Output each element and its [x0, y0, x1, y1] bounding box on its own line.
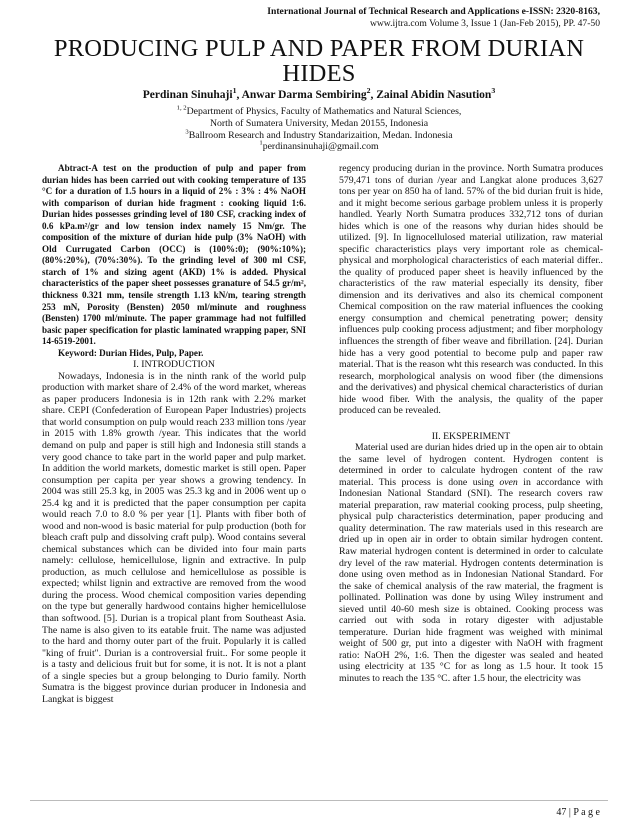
affiliation-line: $^{1, 2}$Department of Physics, Faculty of Mathematics and Natural Sciences,	[176, 104, 462, 117]
experiment-text-oven: oven	[499, 476, 518, 488]
paper-title: PRODUCING PULP AND PAPER FROM DURIAN HIDES	[53, 35, 585, 87]
experiment-text-b: in accordance with Indonesian National Standard (SNI). The research covers raw material preparation, raw material cooking process, pulp sheeting, physical pulp characteristics determination, paper producing and quality determination. The raw materials used in this research are dried up in open air in order to obtain similar hydrogen content. Raw material hydrogen content is determined in order to calculate dry level of the raw material. Hydrogen contents determination is done using oven method as in Indonesian National Standard. For the sake of chemical analysis of the raw material, the fragment is pollinated. Pollination was done by using Wiley instrument and sieved until 40-60 mesh size is obtained. Cooking process was carried out with soda in rotary digester with adjustable temperature. Durian hide fragment was weighed with minimal weight of 500 gr, put into a digester with NaOH with fragment ratio: NaOH 2%, 1:6. Then the digester was sealed and heated using electricity at 135 °C for as long as 1.5 hour. It took 15 minutes to reach the 135 °C. after 1.5 hour, the electricity was	[339, 476, 603, 684]
journal-header	[267, 6, 600, 30]
affiliation-line: $^3$Ballroom Research and Industry Standarizaition, Medan. Indonesia	[185, 128, 453, 141]
experiment-text-a: Material used are durian hides dried up in the open air to obtain the same level of hydrogen content. Hydrogen content is determined in order to calculate hydrogen content of the raw material. This process is done using	[339, 442, 604, 488]
section-heading-introduction: I. INTRODUCTION	[133, 359, 215, 371]
page-footer: 47 | P a g e	[556, 807, 600, 818]
abstract	[42, 163, 306, 348]
footer-divider	[30, 800, 608, 801]
right-paragraph: regency producing durian in the province. North Sumatra produces 579,471 tons of durian /year and Langkat alone produces 3,627 tons per year on 850 ha of land. 57% of the bid durian fruit is hide, and it might become serious garbage problem unless it is properly handled. Yearly North Sumatra produces 332,712 tons of durian hides which is one of the reasons why durian hides should be utilized. [9]. In lignocellulosed material utilization, raw material specific characteristics plays very important role as chemical-physical and morphological characteristics of each material differ.. the quality of produced paper sheet is heavily influenced by the characteristics of the raw material especially its density, fiber dimension and its derivatives and also its chemical component Chemical composition on the raw material influences the cooking energy consumption and chemical penetrating power; density influences pulp cooking process adjustment; and fiber morphology influences the strength of fiber weave and fibrillation. [24]. Durian hide has a very good potential to become pulp and paper raw material. That is the reason wht this research was conducted. In this research, morphological analysis on wood fiber (the dimensions and the derivatives) and physical chemical characteristics of durian hide wood fiber. With the analysis, the quality of the paper produced can be revealed.	[339, 163, 603, 417]
abstract-text: Abtract-A test on the production of pulp and paper from durian hides has been carried out with cooking temperature of 135 °C for a duration of 1.5 hours in a liquid of 2% : 3% : 4% NaOH with comparison of durian hide fragment : cooking liquid 1:6. Durian hides possesses grinding level of 180 CSF, cracking index of 0.6 kPa.m²/gr and low tension index namely 15 Nm/gr. The composition of the mixture of durian hide pulp (3% NaOH) with Old Currugated Carbon (OCC) is (100%:0); (90%:10%); (80%:20%), (70%:30%). To the grinding level of 300 ml CSF, starch of 1% and sizing agent (AKD) 1% is added. Physical characteristics of the paper sheet possesses granature of 54.5 gr/m², thickness 0.321 mm, tensile strength 1.13 kN/m, tearing strength 253 mN, Porosity (Bensten) 2050 ml/minute and roughness (Bensten) 1700 ml/minute. The paper grammage had not fulfilled basic paper specification for plastic laminated wrapping paper, SNI 14-6519-2001.	[42, 163, 306, 347]
left-column	[42, 163, 306, 705]
section-heading-experiment: II. EKSPERIMENT	[431, 430, 511, 442]
journal-header-line2: www.ijtra.com Volume 3, Issue 1 (Jan-Feb 2015), PP. 47-50	[369, 18, 600, 29]
affiliation-email: $^1$perdinansinuhaji@gmail.com	[259, 140, 379, 153]
intro-text: Nowadays, Indonesia is in the ninth rank of the world pulp production with market share of 2.4% of the word market, whereas as paper producers Indonesia is in 12th rank with 2.2% market share. CEPI (Confederation of European Paper Industries) projects that world consumption on pulp would reach 233 million tons /year in 2015 with 1.8% growth /year. This indicates that the world demand on pulp and paper is still high and Indonesia still stands a very good chance to take part in the world paper and pulp market. In addition the world markets, domestic market is still open. Paper consumption per capita per year shows a growing tendency. In 2004 was still 25.3 kg, in 2005 was 25.3 kg and in 2006 went up o 25.4 kg and it is predicted that the paper consumption per capita would reach 7.0 to 8.0 % per year [1]. Plants with fiber both of wood and non-wood is basic material for pulp production (both for bleach craft pulp and dissolving craft pulp). Wood contains several chemical substances which can be divided into four main parts namely: cellulose, hemicellulose, lignin and extractive. In pulp production, as much cellulose and hemicellulose as possible is expected; whilst lignin and extractive are removed from the wood during the process. Wood chemical composition varies depending on the type but generally hardwood contains higher hemicellulose than softwood. [5]. Durian is a tropical plant from Southeast Asia. The name is also given to its eatable fruit. The name was adjusted to the hard and thorny outer part of the fruit. Popularly it is called "king of fruit". Durian is a controversial fruit.. For some people it is a tasty and delicious fruit but for some, it is not. It is not a plant of a single species but a group belonging to Durio family. North Sumatra is the biggest province durian producer in Indonesia and Langkat is biggest	[42, 370, 306, 705]
experiment-paragraph	[339, 442, 603, 684]
journal-header-line1: International Journal of Technical Research and Applications e-ISSN: 2320-8163,	[267, 6, 600, 17]
affiliations	[30, 106, 608, 153]
keywords: Keyword: Durian Hides, Pulp, Paper.	[58, 347, 204, 358]
intro-paragraph	[42, 371, 306, 705]
right-column	[339, 163, 603, 684]
authors: Perdinan Sinuhaji$^1$, Anwar Darma Sembiring$^2$, Zainal Abidin Nasution$^3$	[142, 86, 496, 101]
affiliation-line: North of Sumatera University, Medan 20155, Indonesia	[209, 117, 429, 129]
